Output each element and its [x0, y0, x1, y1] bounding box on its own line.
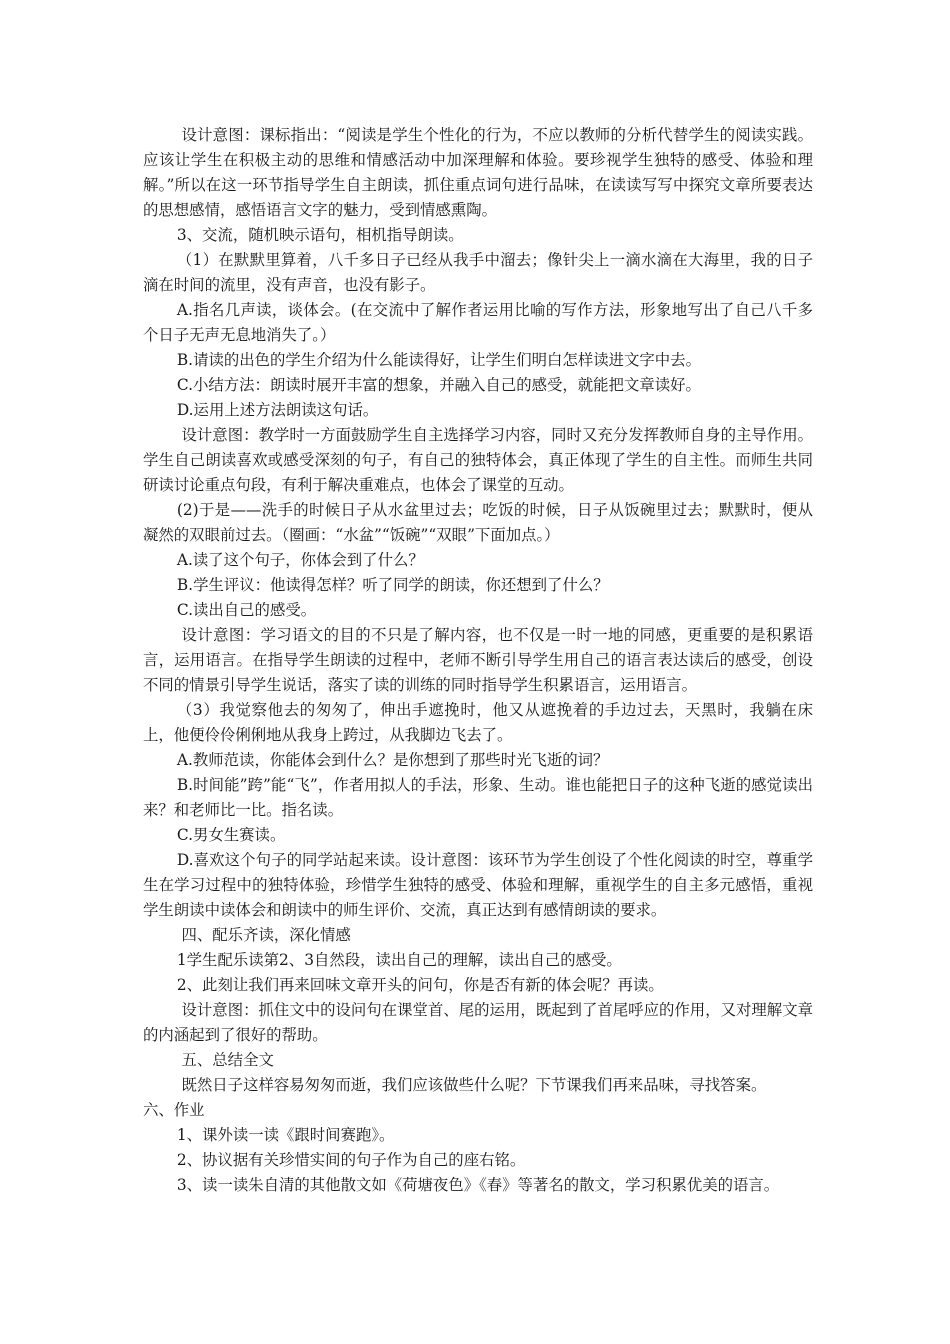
homework-item-2: 2、协议据有关珍惜实间的句子作为自己的座右铭。 [176, 1151, 526, 1169]
paragraph-step-3: 3、交流，随机映示语句，相机指导朗读。 [176, 226, 464, 244]
paragraph-design-intent-2: 设计意图：教学时一方面鼓励学生自主选择学习内容，同时又充分发挥教师自身的主导作用。学生自己朗读喜欢或感受深刻的句子，有自己的独特体会，真正体现了学生的自主性。而师生共同研读讨论重点句段，有利于解决重难点，也体会了课堂的互动。 [143, 426, 813, 494]
paragraph-item-d3: D.喜欢这个句子的同学站起来读。设计意图：该环节为学生创设了个性化阅读的时空，尊重学生在学习过程中的独特体验，珍惜学生独特的感受、体验和理解，重视学生的自主多元感悟，重视学生朗读中读体会和朗读中的师生评价、交流，真正达到有感情朗读的要求。 [143, 851, 813, 919]
homework-item-1: 1、课外读一读《跟时间赛跑》。 [176, 1126, 395, 1144]
paragraph-step-4-1: 1学生配乐读第2、3自然段，读出自己的理解，读出自己的感受。 [176, 951, 622, 969]
paragraph-item-a1: A.指名几声读，谈体会。(在交流中了解作者运用比喻的写作方法，形象地写出了自己八千多个日子无声无息地消失了。） [143, 301, 813, 344]
section-heading-4: 四、配乐齐读，深化情感 [181, 926, 351, 944]
paragraph-summary: 既然日子这样容易匆匆而逝，我们应该做些什么呢？下节课我们再来品味，寻找答案。 [181, 1076, 767, 1094]
paragraph-step-4-2: 2、此刻让我们再来回味文章开头的问句，你是否有新的体会呢？再读。 [176, 976, 664, 994]
paragraph-design-intent-3: 设计意图：学习语文的目的不只是了解内容，也不仅是一时一地的同感，更重要的是积累语言，运用语言。在指导学生朗读的过程中，老师不断引导学生用自己的语言表达读后的感受，创设不同的情景引导学生说话，落实了读的训练的同时指导学生积累语言，运用语言。 [143, 626, 813, 694]
document-body [143, 123, 813, 1198]
paragraph-design-intent-4: 设计意图：抓住文中的设问句在课堂首、尾的运用，既起到了首尾呼应的作用，又对理解文章的内涵起到了很好的帮助。 [143, 1001, 813, 1044]
section-heading-5: 五、总结全文 [181, 1051, 274, 1069]
paragraph-item-d1: D.运用上述方法朗读这句话。 [176, 401, 379, 419]
paragraph-item-a3: A.教师范读，你能体会到什么？是你想到了那些时光飞逝的词？ [176, 751, 609, 769]
paragraph-item-c3: C.男女生赛读。 [176, 826, 286, 844]
paragraph-sentence-2: (2)于是——洗手的时候日子从水盆里过去；吃饭的时候，日子从饭碗里过去；默默时，便从凝然的双眼前过去。（圈画：“水盆”“饭碗”“双眼”下面加点。） [143, 501, 813, 544]
paragraph-item-c1: C.小结方法：朗读时展开丰富的想象，并融入自己的感受，就能把文章读好。 [176, 376, 701, 394]
paragraph-item-b2: B.学生评议：他读得怎样？听了同学的朗读，你还想到了什么？ [176, 576, 609, 594]
paragraph-item-b1: B.请读的出色的学生介绍为什么能读得好，让学生们明白怎样读进文字中去。 [176, 351, 701, 369]
section-heading-6: 六、作业 [143, 1101, 205, 1119]
homework-item-3: 3、读一读朱自清的其他散文如《荷塘夜色》《春》等著名的散文，学习积累优美的语言。 [176, 1176, 780, 1194]
paragraph-sentence-3: （3）我觉察他去的匆匆了，伸出手遮挽时，他又从遮挽着的手边过去，天黑时，我躺在床上，他便伶伶俐俐地从我身上跨过，从我脚边飞去了。 [143, 701, 813, 744]
paragraph-sentence-1: （1）在默默里算着，八千多日子已经从我手中溜去；像针尖上一滴水滴在大海里，我的日子滴在时间的流里，没有声音，也没有影子。 [143, 251, 813, 294]
paragraph-design-intent-1: 设计意图：课标指出：“阅读是学生个性化的行为，不应以教师的分析代替学生的阅读实践。应该让学生在积极主动的思维和情感活动中加深理解和体验。要珍视学生独特的感受、体验和理解。”所以在这一环节指导学生自主朗读，抓住重点词句进行品味，在读读写写中探究文章所要表达的思想感情，感悟语言文字的魅力，受到情感熏陶。 [143, 126, 813, 219]
paragraph-item-b3: B.时间能”跨”能“飞”，作者用拟人的手法，形象、生动。谁也能把日子的这种飞逝的感觉读出来？和老师比一比。指名读。 [143, 776, 813, 819]
paragraph-item-c2: C.读出自己的感受。 [176, 601, 317, 619]
paragraph-item-a2: A.读了这个句子，你体会到了什么？ [176, 551, 424, 569]
